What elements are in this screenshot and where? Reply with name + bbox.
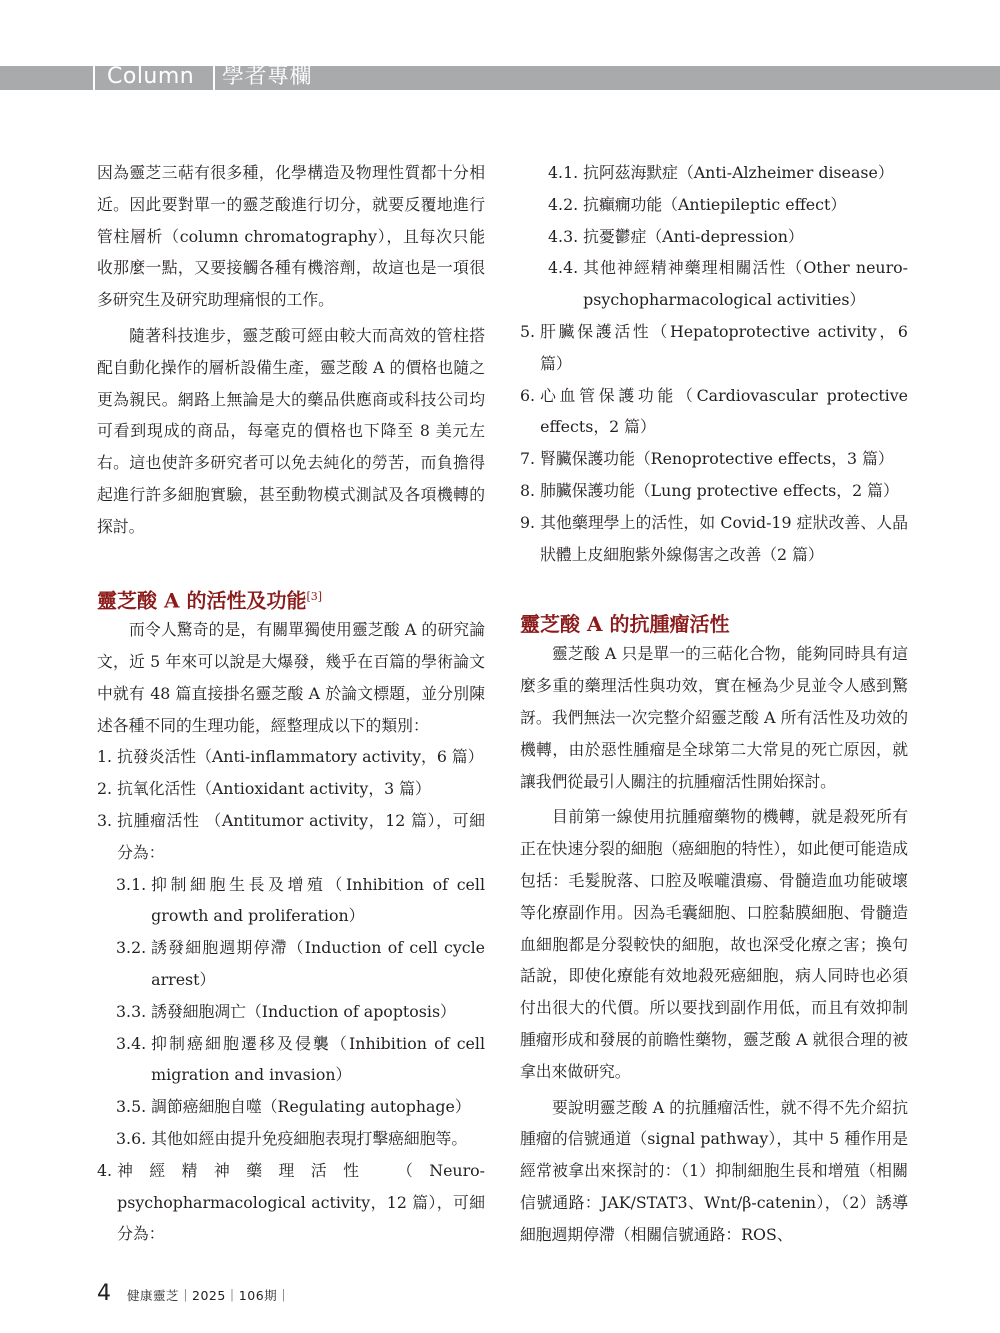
section-heading: 靈芝酸 A 的抗腫瘤活性	[520, 612, 730, 637]
section-heading-text: 靈芝酸 A 的活性及功能	[97, 588, 307, 613]
list-item: 8. 肺臟保護功能（Lung protective effects，2 篇）	[520, 480, 899, 500]
list-item: 4.4. 其他神經精神藥理相關活性（Other neuro-psychopharmacological activities）	[548, 258, 908, 310]
right-column	[520, 157, 908, 1251]
paragraph: 因為靈芝三萜有很多種，化學構造及物理性質都十分相近。因此要對單一的靈芝酸進行切分，就要反覆地進行管柱層析（column chromatography），且每次只能收那麼一點，又要接觸各種有機溶劑，故這也是一項很多研究生及研究助理痛恨的工作。	[97, 163, 485, 310]
paragraph: 而令人驚奇的是，有關單獨使用靈芝酸 A 的研究論文，近 5 年來可以說是大爆發，幾乎在百篇的學術論文中就有 48 篇直接掛名靈芝酸 A 於論文標題，並分別陳述各種不同的生理功能，經整理成以下的類別：	[97, 620, 485, 735]
list-item: 1. 抗發炎活性（Anti-inflammatory activity，6 篇）	[97, 747, 484, 767]
list-item: 4. 神經精神藥理活性 （Neuro-psychopharmacological activity，12 篇），可細分為：	[97, 1160, 485, 1244]
activity-list-continued	[520, 157, 908, 570]
list-item: 4.1. 抗阿茲海默症（Anti-Alzheimer disease）	[548, 163, 894, 182]
list-item: 4.2. 抗癲癇功能（Antiepileptic effect）	[548, 194, 847, 214]
list-item: 3.6. 其他如經由提升免疫細胞表現打擊癌細胞等。	[116, 1128, 468, 1148]
list-item: 3.4. 抑制癌細胞遷移及侵襲（Inhibition of cell migration and invasion）	[116, 1033, 485, 1085]
section-heading	[97, 583, 485, 615]
section-label-en: Column	[107, 64, 195, 89]
column-header-bar	[0, 66, 1000, 90]
list-item: 7. 腎臟保護功能（Renoprotective effects，3 篇）	[520, 449, 894, 469]
header-divider	[93, 66, 95, 90]
list-item: 3.2. 誘發細胞週期停滯（Induction of cell cycle arrest）	[116, 938, 485, 989]
left-column	[97, 157, 485, 1250]
paragraph: 靈芝酸 A 只是單一的三萜化合物，能夠同時具有這麼多重的藥理活性與功效，實在極為少見並令人感到驚訝。我們無法一次完整介紹靈芝酸 A 所有活性及功效的機轉，由於惡性腫瘤是全球第二大常見的死亡原因，就讓我們從最引人關注的抗腫瘤活性開始探討。	[520, 644, 908, 791]
list-item: 3. 抗腫瘤活性 （Antitumor activity，12 篇），可細分為：	[97, 811, 485, 862]
publication-info: 健康靈芝｜2025｜106期｜	[127, 1288, 291, 1303]
page-number: 4	[97, 1281, 111, 1306]
list-item: 3.3. 誘發細胞凋亡（Induction of apoptosis）	[116, 1001, 456, 1021]
list-item: 3.5. 調節癌細胞自噬（Regulating autophage）	[116, 1097, 471, 1117]
list-item: 4.3. 抗憂鬱症（Anti-depression）	[548, 226, 804, 246]
header-divider	[213, 66, 215, 90]
list-item: 2. 抗氧化活性（Antioxidant activity，3 篇）	[97, 779, 431, 799]
paragraph: 要說明靈芝酸 A 的抗腫瘤活性，就不得不先介紹抗腫瘤的信號通道（signal pathway），其中 5 種作用是經常被拿出來探討的：（1）抑制細胞生長和增殖（相關信號通路：JAK/STAT3、Wnt/β-catenin），（2）誘導細胞週期停滯（相關信號通路：ROS、	[520, 1097, 908, 1244]
list-item: 3.1. 抑制細胞生長及增殖（Inhibition of cell growth and proliferation）	[116, 874, 485, 926]
activity-list	[97, 741, 485, 1250]
section-label-zh: 學者專欄	[222, 64, 313, 89]
list-item: 5. 肝臟保護活性（Hepatoprotective activity，6 篇）	[520, 321, 908, 373]
list-item: 9. 其他藥理學上的活性，如 Covid-19 症狀改善、人晶狀體上皮細胞紫外線傷害之改善（2 篇）	[520, 512, 908, 564]
citation-ref: [3]	[306, 589, 323, 603]
list-item: 6. 心血管保護功能（Cardiovascular protective effects，2 篇）	[520, 385, 908, 437]
page-footer	[97, 1281, 290, 1307]
paragraph: 目前第一線使用抗腫瘤藥物的機轉，就是殺死所有正在快速分裂的細胞（癌細胞的特性），如此便可能造成包括：毛髮脫落、口腔及喉嚨潰瘍、骨髓造血功能破壞等化療副作用。因為毛囊細胞、口腔黏膜細胞、骨髓造血細胞都是分裂較快的細胞，故也深受化療之害；換句話說，即使化療能有效地殺死癌細胞，病人同時也必須付出很大的代價。所以要找到副作用低，而且有效抑制腫瘤形成和發展的前瞻性藥物，靈芝酸 A 就很合理的被拿出來做研究。	[520, 807, 908, 1081]
paragraph: 隨著科技進步，靈芝酸可經由較大而高效的管柱搭配自動化操作的層析設備生產，靈芝酸 A 的價格也隨之更為親民。網路上無論是大的藥品供應商或科技公司均可看到現成的商品，每毫克的價格也下降至 8 美元左右。這也使許多研究者可以免去純化的勞苦，而負擔得起進行許多細胞實驗，甚至動物模式測試及各項機轉的探討。	[97, 325, 485, 536]
